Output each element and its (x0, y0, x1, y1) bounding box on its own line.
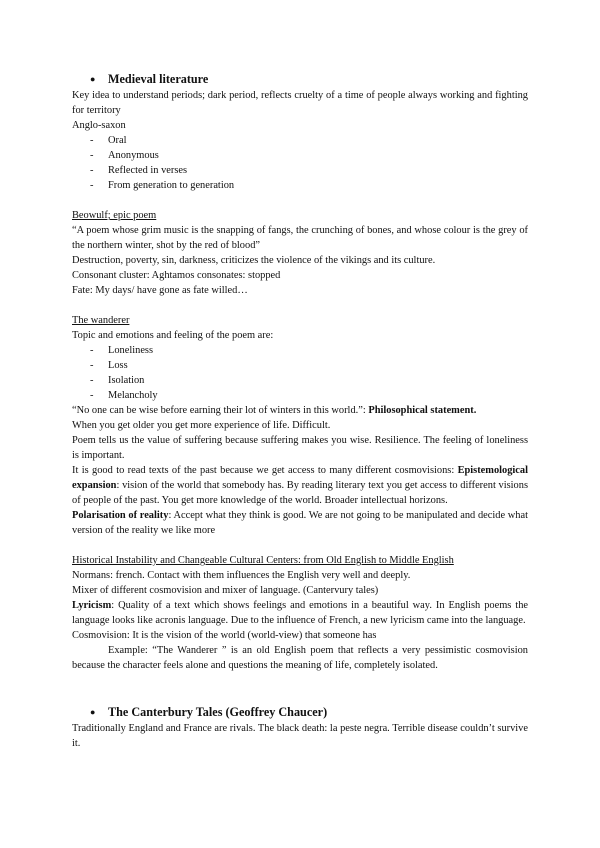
paragraph: Destruction, poverty, sin, darkness, criticizes the violence of the vikings and its culture. (72, 255, 436, 266)
list-item: - From generation to generation (72, 178, 528, 193)
paragraph-example: Example: “The Wanderer ” is an old English poem that reflects a very pessimistic cosmovision because the character feels alone and questions the meaning of life, completely isolated. (72, 645, 528, 671)
list-item: - Reflected in verses (72, 163, 528, 178)
wanderer-heading: The wanderer (72, 315, 130, 326)
beowulf-quote: “A poem whose grim music is the snapping of fangs, the crunching of bones, and whose colour is the grey of the northern winter, shot by the red of blood” (72, 225, 528, 251)
dash-icon: - (90, 375, 94, 386)
paragraph-polarisation: Polarisation of reality: Accept what they think is good. We are not going to be manipulated and decide what version of the reality we like more (72, 510, 528, 536)
bullet-icon: ● (90, 707, 96, 717)
list-emotions (72, 343, 528, 403)
dash-icon: - (90, 390, 94, 401)
paragraph-lyricism: Lyricism: Quality of a text which shows feelings and emotions in a beautiful way. In English poems the language looks like acronis language. Due to the influence of French, a new lyricism came into the language. (72, 600, 528, 626)
dash-icon: - (90, 165, 94, 176)
dash-icon: - (90, 360, 94, 371)
list-anglo-saxon (72, 133, 528, 193)
list-item: - Loneliness (72, 343, 528, 358)
list-item: - Oral (72, 133, 528, 148)
section-heading-medieval (90, 70, 528, 88)
paragraph: Mixer of different cosmovision and mixer of language. (Cantervury tales) (72, 585, 379, 596)
section-title: The Canterbury Tales (Geoffrey Chaucer) (108, 705, 328, 719)
beowulf-heading: Beowulf; epic poem (72, 210, 157, 221)
paragraph: Normans: french. Contact with them influences the English very well and deeply. (72, 570, 411, 581)
list-item: - Isolation (72, 373, 528, 388)
subheading: Anglo-saxon (72, 120, 126, 131)
bullet-icon: ● (90, 74, 96, 84)
historical-heading: Historical Instability and Changeable Cultural Centers: from Old English to Middle English (72, 555, 454, 566)
list-item: - Anonymous (72, 148, 528, 163)
paragraph: When you get older you get more experience of life. Difficult. (72, 420, 331, 431)
section-title: Medieval literature (108, 72, 209, 86)
dash-icon: - (90, 150, 94, 161)
document-page (72, 70, 528, 751)
paragraph: Fate: My days/ have gone as fate willed… (72, 285, 248, 296)
dash-icon: - (90, 345, 94, 356)
section-heading-canterbury (90, 703, 528, 721)
paragraph: Key idea to understand periods; dark period, reflects cruelty of a time of people always working and fighting for territory (72, 90, 528, 116)
paragraph: Consonant cluster: Aghtamos consonates: stopped (72, 270, 281, 281)
paragraph: Poem tells us the value of suffering because suffering makes you wise. Resilience. The feeling of loneliness is important. (72, 435, 528, 461)
wanderer-quote: “No one can be wise before earning their lot of winters in this world.”: Philosophical statement. (72, 405, 477, 416)
paragraph-epistemological: It is good to read texts of the past because we get access to many different cosmovisions: Epistemological expansion: vision of the world that somebody has. By reading literary text you get access to different visions of people of the past. You get more knowledge of the world. Broader intellectual horizons. (72, 465, 528, 506)
dash-icon: - (90, 135, 94, 146)
paragraph: Traditionally England and France are rivals. The black death: la peste negra. Terrible disease couldn’t survive it. (72, 723, 528, 749)
paragraph: Topic and emotions and feeling of the poem are: (72, 330, 274, 341)
dash-icon: - (90, 180, 94, 191)
list-item: - Melancholy (72, 388, 528, 403)
list-item: - Loss (72, 358, 528, 373)
paragraph: Cosmovision: It is the vision of the world (world-view) that someone has (72, 630, 377, 641)
